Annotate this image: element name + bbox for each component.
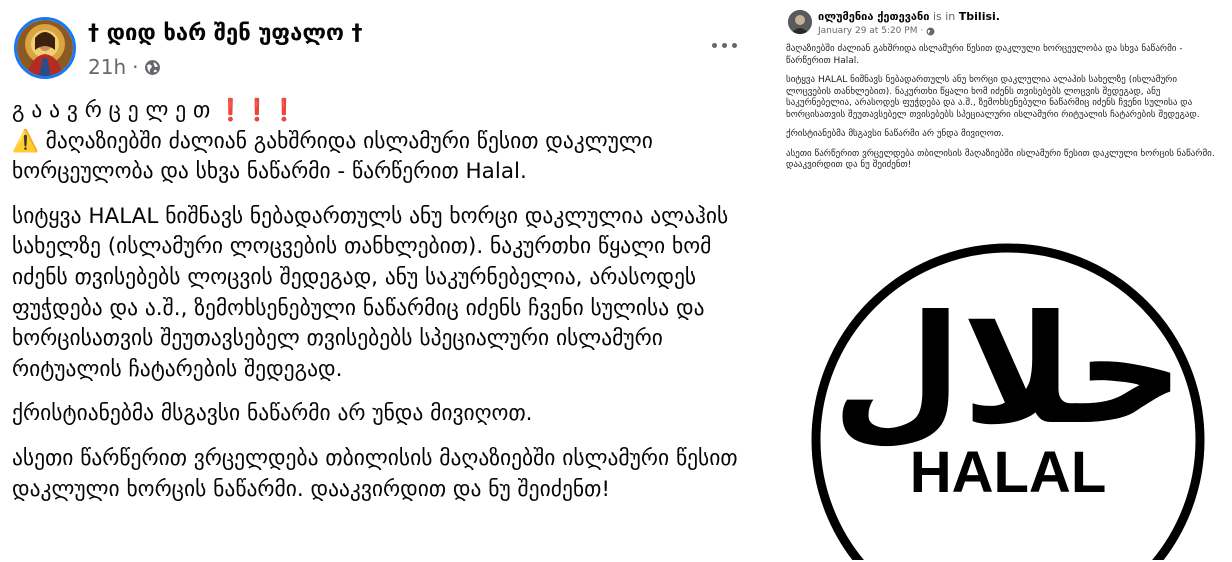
- halal-logo: [798, 230, 1218, 560]
- dot: [722, 43, 727, 48]
- dot: [732, 43, 737, 48]
- more-options-icon[interactable]: [705, 33, 743, 57]
- embedded-paragraph-1: მაღაზიებში ძალიან გახშრიდა ისლამური წესით დაკლული ხორცეულობა და სხვა ნაწარმი - წარწერით Halal.: [786, 44, 1183, 66]
- author-name[interactable]: ილუმენია ქეთევანი: [818, 10, 930, 23]
- globe-icon[interactable]: [144, 59, 161, 76]
- paragraph-4: ასეთი წარწერით ვრცელდება თბილისის მაღაზიებში ისლამური წესით დაკლული ხორცის ნაწარმი. დააკვირდით და ნუ შეიძენთ!: [12, 445, 738, 502]
- red-exclamation-icons: ❗❗❗: [217, 98, 298, 123]
- warning-icon: ⚠️: [12, 128, 39, 154]
- post-date-line: [818, 26, 935, 36]
- embedded-paragraph-4: ასეთი წარწერით ვრცელდება თბილისის მაღაზიებში ისლამური წესით დაკლული ხორცის ნაწარმი. დააკვირდით და ნუ შეიძენთ!: [786, 148, 1215, 170]
- paragraph-2: სიტყვა HALAL ნიშნავს ნებადართულს ანუ ხორცი დაკლულია ალაჰის სახელზე (ისლამური ლოცვების თანხლებით). ნაკურთხი წყალი ხომ იძენს თვისებებს ლოცვის შედეგად, ანუ საკურნებელია, არასოდეს ფუჭდება და ა.შ., ზემოხსენებული ნაწარმიც იძენს ჩვენი სულისა და ხორცისათვის შეუთავსებელ თვისებებს სპეციალური ისლამური რიტუალის ჩატარების შედეგად.: [12, 203, 729, 382]
- logo-halal-text: HALAL: [909, 440, 1107, 505]
- globe-icon: [926, 27, 935, 36]
- post-time[interactable]: 21h: [88, 55, 127, 79]
- is-in-text: is in: [929, 10, 959, 23]
- paragraph-3: ქრისტიანებმა მსგავსი ნაწარმი არ უნდა მივიღოთ.: [12, 401, 533, 427]
- paragraph-1-text: მაღაზიებში ძალიან გახშრიდა ისლამური წესით დაკლული ხორცეულობა და სხვა ნაწარმი - წარწერით Halal.: [12, 128, 653, 185]
- separator: ·: [132, 55, 139, 79]
- post-date[interactable]: January 29 at 5:20 PM ·: [818, 26, 924, 36]
- embedded-paragraph-3: ქრისტიანებმა მსგავსი ნაწარმი არ უნდა მივიღოთ.: [786, 129, 1004, 139]
- page-avatar[interactable]: [14, 17, 76, 79]
- dot: [712, 43, 717, 48]
- embedded-post-screenshot: [770, 0, 1232, 562]
- location-link[interactable]: Tbilisi.: [958, 10, 1000, 23]
- headline: [12, 96, 757, 127]
- headline-letters: გ ა ა ვ რ ც ე ლ ე თ: [12, 98, 211, 123]
- embedded-post-body: [786, 44, 1216, 172]
- post-meta: [88, 55, 161, 79]
- post-body: [12, 96, 757, 505]
- paragraph-1: [12, 127, 757, 188]
- embedded-paragraph-2: სიტყვა HALAL ნიშნავს ნებადართულს ანუ ხორცი დაკლულია ალაჰის სახელზე (ისლამური ლოცვების თანხლებით). ნაკურთხი წყალი ხომ იძენს თვისებებს ლოცვის შედეგად, ანუ საკურნებელია, არასოდეს ფუჭდება და ა.შ., ზემოხსენებული ნაწარმიც იძენს ჩვენი სულისა და ხორცისათვის შეუთავსებელ თვისებებს სპეციალური ისლამური რიტუალის ჩატარების შედეგად.: [786, 75, 1200, 120]
- page-name[interactable]: † დიდ ხარ შენ უფალო †: [88, 21, 363, 46]
- author-line: [818, 10, 1000, 23]
- logo-arabic: حلال: [831, 284, 1185, 458]
- icon-image: [17, 20, 73, 76]
- icon-image: [788, 10, 812, 34]
- author-avatar[interactable]: [788, 10, 812, 34]
